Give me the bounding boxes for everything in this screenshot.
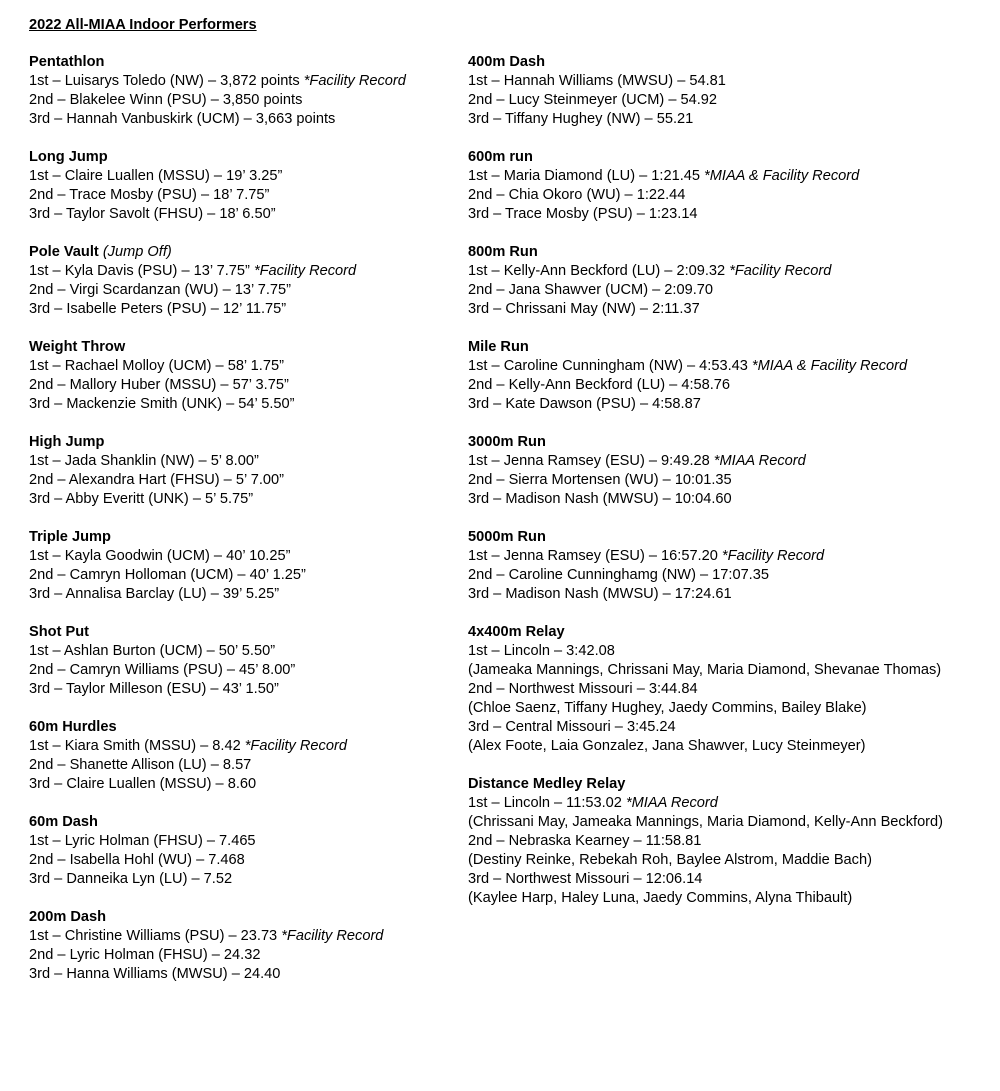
result-text: 1st – Luisarys Toledo (NW) – 3,872 points — [29, 73, 304, 89]
result-line — [468, 72, 988, 91]
result-line — [29, 566, 459, 585]
event-section — [468, 338, 988, 414]
event-note: (Jump Off) — [102, 244, 172, 260]
event-title: Pentathlon — [29, 54, 105, 70]
result-text: (Kaylee Harp, Haley Luna, Jaedy Commins, Alyna Thibault) — [468, 890, 853, 906]
result-line — [468, 642, 988, 661]
result-line — [468, 832, 988, 851]
result-text: 3rd – Taylor Milleson (ESU) – 43’ 1.50” — [29, 681, 279, 697]
result-line — [468, 471, 988, 490]
result-text: 2nd – Caroline Cunninghamg (NW) – 17:07.35 — [468, 567, 769, 583]
event-heading — [468, 243, 988, 262]
result-text: 2nd – Nebraska Kearney – 11:58.81 — [468, 833, 702, 849]
record-note: *Facility Record — [729, 263, 832, 279]
result-text: 3rd – Tiffany Hughey (NW) – 55.21 — [468, 111, 694, 127]
result-line — [29, 946, 459, 965]
result-text: 1st – Claire Luallen (MSSU) – 19’ 3.25” — [29, 168, 283, 184]
result-text: 1st – Kayla Goodwin (UCM) – 40’ 10.25” — [29, 548, 291, 564]
record-note: *MIAA & Facility Record — [751, 358, 908, 374]
event-heading — [468, 528, 988, 547]
result-text: 3rd – Isabelle Peters (PSU) – 12’ 11.75” — [29, 301, 287, 317]
result-line — [29, 490, 459, 509]
result-text: 1st – Kiara Smith (MSSU) – 8.42 — [29, 738, 245, 754]
result-text: 1st – Jenna Ramsey (ESU) – 16:57.20 — [468, 548, 722, 564]
event-heading — [29, 718, 459, 737]
result-text: 3rd – Hannah Vanbuskirk (UCM) – 3,663 points — [29, 111, 336, 127]
result-text: 1st – Ashlan Burton (UCM) – 50’ 5.50” — [29, 643, 276, 659]
result-text: 1st – Jada Shanklin (NW) – 5’ 8.00” — [29, 453, 259, 469]
record-note: *Facility Record — [281, 928, 384, 944]
result-line — [29, 851, 459, 870]
event-section — [29, 338, 459, 414]
result-text: 3rd – Annalisa Barclay (LU) – 39’ 5.25” — [29, 586, 280, 602]
result-line — [29, 167, 459, 186]
event-section — [29, 623, 459, 699]
result-line — [29, 642, 459, 661]
result-line — [29, 72, 459, 91]
result-text: 2nd – Northwest Missouri – 3:44.84 — [468, 681, 698, 697]
result-line — [468, 566, 988, 585]
result-line — [468, 851, 988, 870]
result-line — [468, 585, 988, 604]
event-heading — [468, 148, 988, 167]
record-note: *MIAA & Facility Record — [704, 168, 860, 184]
event-title: Pole Vault — [29, 244, 99, 260]
result-line — [29, 262, 459, 281]
event-section — [468, 433, 988, 509]
result-line — [468, 547, 988, 566]
result-line — [29, 452, 459, 471]
result-line — [468, 186, 988, 205]
result-line — [29, 680, 459, 699]
event-heading — [29, 528, 459, 547]
result-line — [468, 167, 988, 186]
result-line — [29, 756, 459, 775]
result-line — [29, 91, 459, 110]
event-section — [29, 243, 459, 319]
event-heading — [29, 243, 459, 262]
record-note: *Facility Record — [303, 73, 406, 89]
result-text: 1st – Christine Williams (PSU) – 23.73 — [29, 928, 282, 944]
event-heading — [29, 148, 459, 167]
result-text: 3rd – Chrissani May (NW) – 2:11.37 — [468, 301, 700, 317]
event-heading — [468, 775, 988, 794]
result-line — [29, 205, 459, 224]
result-line — [468, 718, 988, 737]
result-line — [468, 91, 988, 110]
result-text: 1st – Rachael Molloy (UCM) – 58’ 1.75” — [29, 358, 284, 374]
result-line — [29, 357, 459, 376]
event-section — [468, 528, 988, 604]
result-line — [29, 965, 459, 984]
result-line — [29, 547, 459, 566]
result-text: (Chrissani May, Jameaka Mannings, Maria Diamond, Kelly-Ann Beckford) — [468, 814, 944, 830]
event-heading — [468, 623, 988, 642]
result-text: (Alex Foote, Laia Gonzalez, Jana Shawver, Lucy Steinmeyer) — [468, 738, 866, 754]
result-text: 1st – Kelly-Ann Beckford (LU) – 2:09.32 — [468, 263, 730, 279]
result-line — [29, 661, 459, 680]
result-text: 2nd – Lucy Steinmeyer (UCM) – 54.92 — [468, 92, 718, 108]
result-line — [29, 585, 459, 604]
result-line — [29, 376, 459, 395]
result-text: 3rd – Abby Everitt (UNK) – 5’ 5.75” — [29, 491, 254, 507]
result-line — [29, 281, 459, 300]
result-line — [29, 300, 459, 319]
event-section — [29, 53, 459, 129]
result-line — [29, 471, 459, 490]
result-text: 1st – Maria Diamond (LU) – 1:21.45 — [468, 168, 705, 184]
result-line — [468, 680, 988, 699]
result-line — [468, 110, 988, 129]
result-text: 2nd – Trace Mosby (PSU) – 18’ 7.75” — [29, 187, 270, 203]
page-title: 2022 All-MIAA Indoor Performers — [29, 17, 257, 33]
event-title: 600m run — [468, 149, 533, 165]
result-line — [468, 205, 988, 224]
event-title: 400m Dash — [468, 54, 546, 70]
result-text: 1st – Jenna Ramsey (ESU) – 9:49.28 — [468, 453, 714, 469]
record-note: *Facility Record — [244, 738, 347, 754]
result-line — [468, 699, 988, 718]
event-title: Distance Medley Relay — [468, 776, 626, 792]
result-line — [29, 870, 459, 889]
event-title: 60m Dash — [29, 814, 98, 830]
result-line — [29, 110, 459, 129]
result-text: 1st – Lincoln – 3:42.08 — [468, 643, 615, 659]
result-line — [468, 794, 988, 813]
record-note: *MIAA Record — [713, 453, 806, 469]
left-column — [29, 53, 459, 1003]
event-section — [468, 623, 988, 756]
result-text: (Jameaka Mannings, Chrissani May, Maria Diamond, Shevanae Thomas) — [468, 662, 942, 678]
event-title: 4x400m Relay — [468, 624, 565, 640]
record-note: *Facility Record — [721, 548, 825, 564]
event-section — [29, 718, 459, 794]
event-title: 3000m Run — [468, 434, 546, 450]
event-section — [468, 148, 988, 224]
result-text: 1st – Hannah Williams (MWSU) – 54.81 — [468, 73, 726, 89]
event-title: High Jump — [29, 434, 105, 450]
event-heading — [29, 813, 459, 832]
event-heading — [29, 53, 459, 72]
event-section — [468, 243, 988, 319]
event-title: Triple Jump — [29, 529, 111, 545]
event-section — [29, 813, 459, 889]
result-line — [468, 357, 988, 376]
result-text: 2nd – Virgi Scardanzan (WU) – 13’ 7.75” — [29, 282, 292, 298]
event-heading — [29, 338, 459, 357]
result-line — [29, 737, 459, 756]
result-text: 2nd – Chia Okoro (WU) – 1:22.44 — [468, 187, 686, 203]
result-text: 3rd – Kate Dawson (PSU) – 4:58.87 — [468, 396, 701, 412]
result-line — [29, 186, 459, 205]
result-text: 3rd – Madison Nash (MWSU) – 10:04.60 — [468, 491, 732, 507]
result-text: 2nd – Isabella Hohl (WU) – 7.468 — [29, 852, 245, 868]
event-heading — [468, 53, 988, 72]
event-section — [468, 53, 988, 129]
right-column — [468, 53, 988, 927]
result-text: 2nd – Blakelee Winn (PSU) – 3,850 points — [29, 92, 303, 108]
result-line — [29, 775, 459, 794]
event-section — [29, 528, 459, 604]
result-text: (Chloe Saenz, Tiffany Hughey, Jaedy Commins, Bailey Blake) — [468, 700, 867, 716]
result-text: 2nd – Camryn Holloman (UCM) – 40’ 1.25” — [29, 567, 306, 583]
result-line — [468, 300, 988, 319]
event-section — [468, 775, 988, 908]
result-line — [468, 281, 988, 300]
result-text: 2nd – Camryn Williams (PSU) – 45’ 8.00” — [29, 662, 296, 678]
result-text: 3rd – Hanna Williams (MWSU) – 24.40 — [29, 966, 281, 982]
event-section — [29, 148, 459, 224]
event-heading — [29, 908, 459, 927]
result-line — [468, 813, 988, 832]
event-heading — [468, 338, 988, 357]
result-text: 3rd – Claire Luallen (MSSU) – 8.60 — [29, 776, 257, 792]
result-text: 3rd – Danneika Lyn (LU) – 7.52 — [29, 871, 233, 887]
result-text: 1st – Lincoln – 11:53.02 — [468, 795, 626, 811]
result-line — [468, 262, 988, 281]
result-text: 3rd – Taylor Savolt (FHSU) – 18’ 6.50” — [29, 206, 276, 222]
result-line — [468, 452, 988, 471]
result-text: 2nd – Mallory Huber (MSSU) – 57’ 3.75” — [29, 377, 289, 393]
result-line — [29, 395, 459, 414]
result-text: 2nd – Alexandra Hart (FHSU) – 5’ 7.00” — [29, 472, 284, 488]
result-text: 3rd – Madison Nash (MWSU) – 17:24.61 — [468, 586, 732, 602]
event-heading — [29, 433, 459, 452]
result-text: 1st – Lyric Holman (FHSU) – 7.465 — [29, 833, 256, 849]
result-text: 3rd – Mackenzie Smith (UNK) – 54’ 5.50” — [29, 396, 295, 412]
result-line — [29, 832, 459, 851]
result-text: 1st – Kyla Davis (PSU) – 13’ 7.75” — [29, 263, 254, 279]
result-line — [468, 870, 988, 889]
event-heading — [29, 623, 459, 642]
event-section — [29, 433, 459, 509]
event-heading — [468, 433, 988, 452]
result-text: 3rd – Central Missouri – 3:45.24 — [468, 719, 676, 735]
event-title: 5000m Run — [468, 529, 546, 545]
result-text: 1st – Caroline Cunningham (NW) – 4:53.43 — [468, 358, 752, 374]
result-line — [29, 927, 459, 946]
record-note: *MIAA Record — [625, 795, 718, 811]
result-text: 3rd – Northwest Missouri – 12:06.14 — [468, 871, 703, 887]
result-text: 2nd – Lyric Holman (FHSU) – 24.32 — [29, 947, 261, 963]
event-title: Mile Run — [468, 339, 529, 355]
event-title: 800m Run — [468, 244, 538, 260]
result-line — [468, 661, 988, 680]
result-text: (Destiny Reinke, Rebekah Roh, Baylee Alstrom, Maddie Bach) — [468, 852, 872, 868]
result-line — [468, 737, 988, 756]
result-text: 2nd – Sierra Mortensen (WU) – 10:01.35 — [468, 472, 732, 488]
result-line — [468, 395, 988, 414]
result-text: 2nd – Shanette Allison (LU) – 8.57 — [29, 757, 252, 773]
result-text: 2nd – Jana Shawver (UCM) – 2:09.70 — [468, 282, 713, 298]
event-title: 200m Dash — [29, 909, 107, 925]
result-text: 2nd – Kelly-Ann Beckford (LU) – 4:58.76 — [468, 377, 731, 393]
event-title: Shot Put — [29, 624, 89, 640]
event-title: Weight Throw — [29, 339, 126, 355]
event-title: Long Jump — [29, 149, 108, 165]
result-text: 3rd – Trace Mosby (PSU) – 1:23.14 — [468, 206, 698, 222]
result-line — [468, 490, 988, 509]
event-title: 60m Hurdles — [29, 719, 117, 735]
event-section — [29, 908, 459, 984]
record-note: *Facility Record — [253, 263, 357, 279]
result-line — [468, 889, 988, 908]
result-line — [468, 376, 988, 395]
